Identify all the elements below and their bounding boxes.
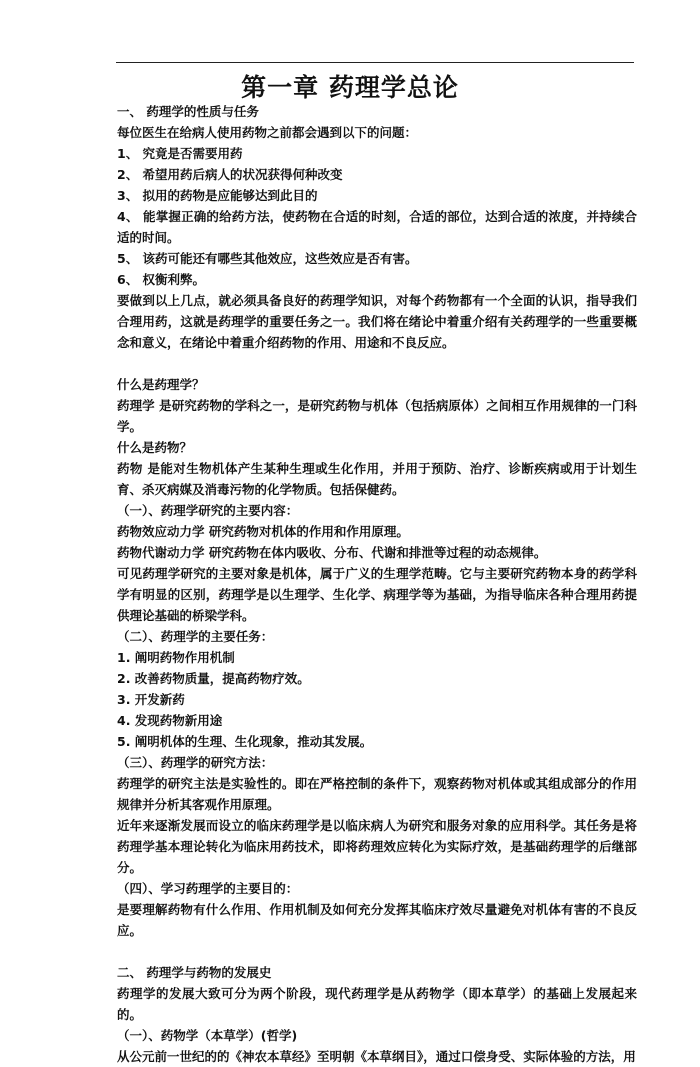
paragraph: 药理学 是研究药物的学科之一，是研究药物与机体（包括病原体）之间相互作用规律的一门科学。 (117, 398, 637, 434)
subsection-heading: （一）、药理学研究的主要内容： (117, 503, 299, 518)
paragraph: 要做到以上几点，就必须具备良好的药理学知识，对每个药物都有一个全面的认识，指导我们合理用药，这就是药理学的重要任务之一。我们将在绪论中着重介绍有关药理学的一些重要概念和意义，在绪论中着重介绍药物的作用、用途和不良反应。 (117, 293, 637, 350)
subsection-heading: （一）、药物学（本草学）(哲学) (117, 1028, 298, 1043)
paragraph: 药物 是能对生物机体产生某种生理或生化作用，并用于预防、治疗、诊断疾病或用于计划生育、杀灭病媒及消毒污物的化学物质。包括保健药。 (117, 461, 637, 497)
subsection-heading: （四）、学习药理学的主要目的： (117, 881, 299, 896)
list-item: 3、 拟用的药物是应能够达到此目的 (117, 188, 318, 203)
subsection-heading: （二）、药理学的主要任务： (117, 629, 274, 644)
paragraph: 从公元前一世纪的的《神农本草经》至明朝《本草纲目》，通过口偿身受、实际体验的方法，用 (117, 1049, 636, 1064)
list-item: 5、 该药可能还有哪些其他效应，这些效应是否有害。 (117, 251, 418, 266)
list-item: 5. 阐明机体的生理、生化现象，推动其发展。 (117, 734, 373, 749)
list-item: 4、 能掌握正确的给药方法，使药物在合适的时刻，合适的部位，达到合适的浓度，并持续合适的时间。 (117, 209, 637, 245)
section-heading: 一、 药理学的性质与任务 (117, 104, 259, 119)
question-heading: 什么是药理学？ (117, 377, 205, 392)
blank-line (117, 353, 637, 374)
paragraph: 药物代谢动力学 研究药物在体内吸收、分布、代谢和排泄等过程的动态规律。 (117, 545, 547, 560)
paragraph: 药理学的研究主法是实验性的。即在严格控制的条件下，观察药物对机体或其组成部分的作用规律并分析其客观作用原理。 (117, 776, 637, 812)
paragraph: 每位医生在给病人使用药物之前都会遇到以下的问题： (117, 125, 418, 140)
paragraph: 近年来逐渐发展而设立的临床药理学是以临床病人为研究和服务对象的应用科学。其任务是将药理学基本理论转化为临床用药技术，即将药理效应转化为实际疗效，是基础药理学的后继部分。 (117, 818, 637, 875)
paragraph: 药理学的发展大致可分为两个阶段，现代药理学是从药物学（即本草学）的基础上发展起来的。 (117, 986, 637, 1022)
paragraph: 药物效应动力学 研究药物对机体的作用和作用原理。 (117, 524, 409, 539)
question-heading: 什么是药物？ (117, 440, 193, 455)
list-item: 1. 阐明药物作用机制 (117, 650, 235, 665)
blank-line (117, 941, 637, 962)
list-item: 6、 权衡利弊。 (117, 272, 206, 287)
list-item: 2、 希望用药后病人的状况获得何种改变 (117, 167, 343, 182)
subsection-heading: （三）、药理学的研究方法： (117, 755, 274, 770)
section-heading: 二、 药理学与药物的发展史 (117, 965, 272, 980)
paragraph: 可见药理学研究的主要对象是机体，属于广义的生理学范畴。它与主要研究药物本身的药学科学有明显的区别，药理学是以生理学、生化学、病理学等为基础，为指导临床各种合理用药提供理论基础的桥梁学科。 (117, 566, 637, 623)
chapter-title: 第一章 药理学总论 (241, 73, 459, 102)
header-rule (116, 62, 634, 63)
list-item: 4. 发现药物新用途 (117, 713, 223, 728)
list-item: 2. 改善药物质量，提高药物疗效。 (117, 671, 310, 686)
list-item: 3. 开发新药 (117, 692, 185, 707)
list-item: 1、 究竟是否需要用药 (117, 146, 243, 161)
document-body (117, 101, 637, 1067)
paragraph: 是要理解药物有什么作用、作用机制及如何充分发挥其临床疗效尽量避免对机体有害的不良反应。 (117, 902, 637, 938)
